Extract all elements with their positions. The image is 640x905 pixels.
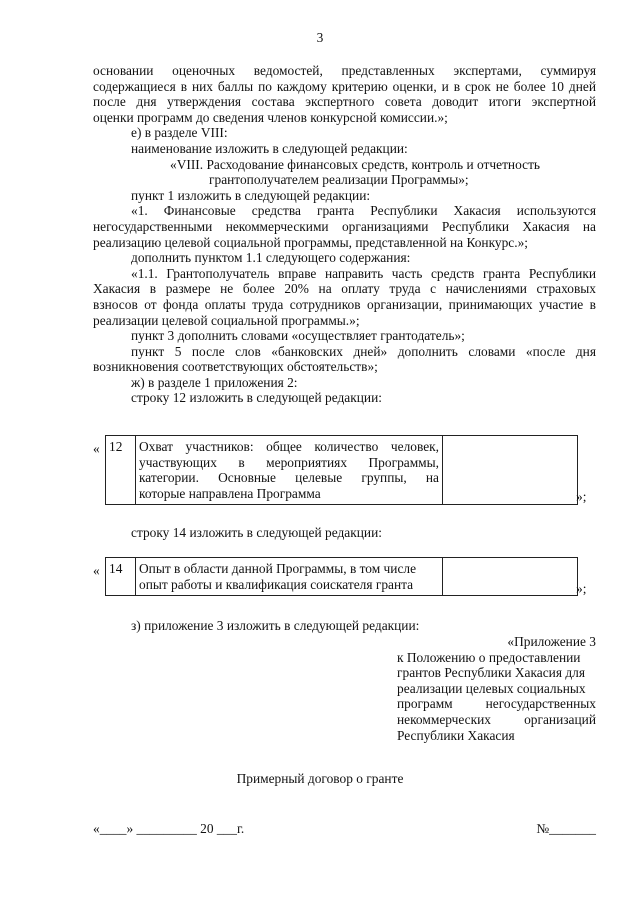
appendix-line: программ негосударственных [397, 696, 596, 712]
body-line: основании оценочных ведомостей, представленных экспертами, суммируя [93, 63, 596, 78]
contract-title: Примерный договор о гранте [236, 771, 404, 786]
cell-line: которые направлена Программа [139, 485, 321, 501]
table-row-12-block [93, 435, 596, 507]
table-row-12 [105, 435, 578, 505]
body-line: строку 12 изложить в следующей редакции: [131, 390, 382, 406]
cell-line: Охват участников: общее количество человек, [139, 439, 439, 454]
instruction-line: строку 14 изложить в следующей редакции: [131, 525, 382, 540]
body-line: содержащиеся в них баллы по каждому критерию оценки, и в срок не более 10 дней [93, 78, 596, 94]
instruction-block [93, 525, 596, 541]
row-text-cell [136, 558, 443, 596]
body-line: наименование изложить в следующей редакции: [131, 140, 408, 156]
appendix-line: некоммерческих организаций [397, 711, 596, 727]
body-line: «1.1. Грантополучатель вправе направить часть средств гранта Республики [131, 265, 596, 281]
open-quote: « [93, 441, 100, 456]
body-line: ж) в разделе 1 приложения 2: [131, 374, 298, 390]
row-value-cell [443, 558, 578, 596]
cell-line: категории. Основные целевые группы, на [139, 470, 439, 486]
instruction-line: з) приложение 3 изложить в следующей редакции: [131, 618, 420, 633]
instruction-block [93, 618, 596, 634]
body-line: Хакасия в размере не более 20% на оплату труда с начислениями страховых [93, 281, 596, 297]
body-line: оценки программ до сведения членов конкурсной комиссии.»; [93, 109, 448, 125]
body-line: реализацию целевой социальной программы, представленной на Конкурс.»; [93, 234, 528, 250]
table-row-14-block [93, 557, 596, 601]
body-line: после дня утверждения состава экспертного совета доводит итоги экспертной [93, 94, 596, 110]
date-field: «____» _________ 20 ___г. [93, 821, 245, 836]
body-line: взносов от фонда оплаты труда сотрудников организации, принимающих участие в [93, 296, 596, 312]
table-row-14 [105, 557, 578, 596]
cell-line: участвующих в мероприятиях Программы, [139, 454, 439, 470]
section-heading-line: грантополучателем реализации Программы»; [209, 172, 469, 188]
section-heading-line: «VIII. Расходование финансовых средств, контроль и отчетность [170, 156, 541, 172]
body-line: пункт 1 изложить в следующей редакции: [131, 187, 371, 203]
body-line: реализации целевой социальной программы.»; [93, 312, 360, 328]
appendix-line: реализации целевых социальных [397, 680, 586, 696]
page-number: 3 [316, 30, 324, 45]
close-quote: »; [576, 581, 587, 596]
row-number-cell: 14 [106, 558, 136, 596]
body-line: пункт 3 дополнить словами «осуществляет грантодатель»; [131, 328, 465, 344]
body-text [93, 63, 596, 406]
appendix-line: грантов Республики Хакасия для [397, 665, 585, 681]
appendix-line: к Положению о предоставлении [397, 649, 581, 665]
open-quote: « [93, 563, 100, 578]
body-line: пункт 5 после слов «банковских дней» дополнить словами «после дня [131, 343, 596, 359]
body-line: возникновения соответствующих обстоятельств»; [93, 359, 378, 375]
body-line: «1. Финансовые средства гранта Республики Хакасия используются [131, 203, 596, 219]
body-line: дополнить пунктом 1.1 следующего содержания: [131, 250, 411, 266]
document-number-field: №_______ [536, 821, 596, 836]
cell-line: Опыт в области данной Программы, в том числе [139, 561, 417, 576]
cell-line: опыт работы и квалификация соискателя гранта [139, 576, 414, 592]
body-line: е) в разделе VIII: [131, 125, 228, 141]
row-text-cell [136, 436, 443, 505]
row-value-cell [443, 436, 578, 505]
close-quote: »; [576, 489, 587, 504]
body-line: негосударственными некоммерческими организациями Республики Хакасия на [93, 218, 596, 234]
appendix-header [397, 634, 596, 743]
row-number-cell: 12 [106, 436, 136, 505]
appendix-line: «Приложение 3 [507, 634, 596, 649]
appendix-line: Республики Хакасия [397, 727, 515, 743]
